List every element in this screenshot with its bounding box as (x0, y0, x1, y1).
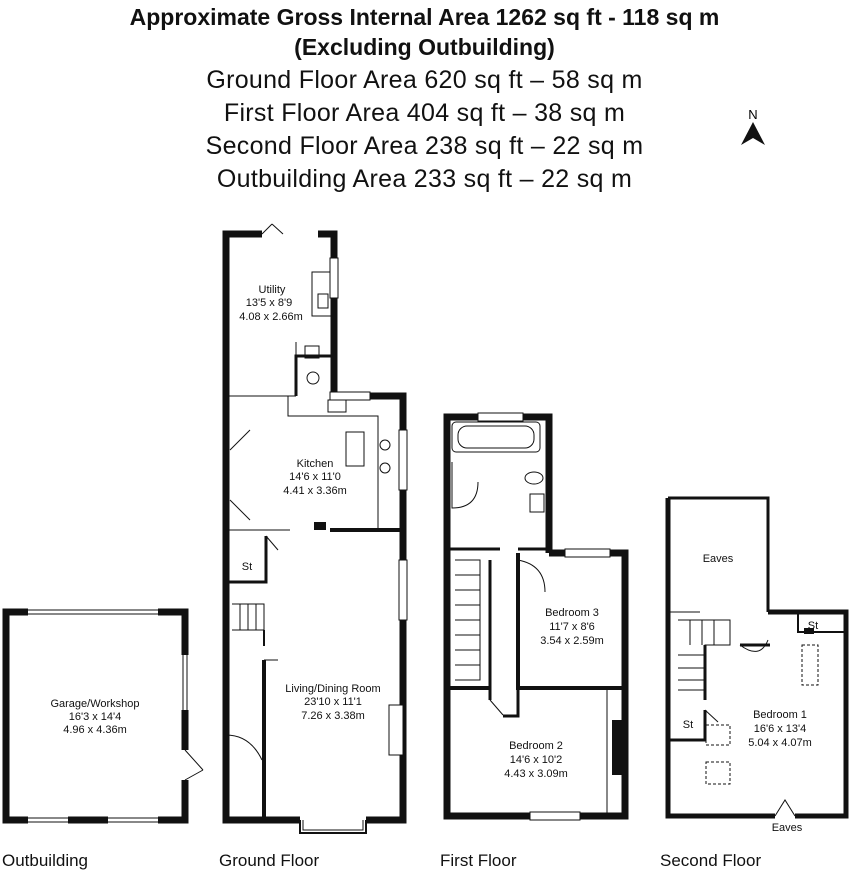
bedroom3-imperial: 11'7 x 8'6 (549, 621, 595, 633)
bedroom1-imperial: 16'6 x 13'4 (753, 723, 807, 735)
utility-name: Utility (258, 284, 286, 296)
garage-metric: 4.96 x 4.36m (63, 724, 127, 736)
garage-imperial: 16'3 x 14'4 (68, 711, 122, 723)
north-arrow-icon (741, 107, 765, 145)
second-floor-area: Second Floor Area 238 sq ft – 22 sq m (205, 132, 644, 160)
second-floor-caption: Second Floor (660, 851, 762, 870)
bedroom2-name: Bedroom 2 (509, 740, 563, 752)
ground-store-label: St (241, 561, 253, 573)
living-metric: 7.26 x 3.38m (301, 710, 365, 722)
north-label: N (748, 107, 758, 122)
utility-metric: 4.08 x 2.66m (239, 311, 303, 323)
garage-name: Garage/Workshop (50, 698, 140, 710)
ground-floor-area: Ground Floor Area 620 sq ft – 58 sq m (206, 66, 643, 94)
kitchen-name: Kitchen (296, 458, 334, 470)
outbuilding-area: Outbuilding Area 233 sq ft – 22 sq m (216, 165, 633, 193)
eaves-top-label: Eaves (702, 553, 734, 565)
kitchen-imperial: 14'6 x 11'0 (289, 471, 341, 483)
bedroom1-metric: 5.04 x 4.07m (748, 737, 812, 749)
kitchen-metric: 4.41 x 3.36m (283, 485, 347, 497)
bedroom1-name: Bedroom 1 (753, 709, 807, 721)
utility-imperial: 13'5 x 8'9 (245, 297, 293, 309)
bedroom3-name: Bedroom 3 (545, 607, 599, 619)
ground-floor-caption: Ground Floor (219, 851, 320, 870)
second-floor-plan (668, 498, 846, 816)
eaves-bottom-label: Eaves (771, 822, 803, 834)
bedroom2-imperial: 14'6 x 10'2 (509, 754, 563, 766)
area-title: Approximate Gross Internal Area 1262 sq ft - 118 sq m (129, 4, 720, 30)
outbuilding-caption: Outbuilding (2, 851, 89, 870)
bedroom2-metric: 4.43 x 3.09m (504, 768, 568, 780)
first-floor-area: First Floor Area 404 sq ft – 38 sq m (223, 99, 626, 127)
second-store2-label: St (682, 719, 694, 731)
second-store1-label: St (807, 620, 819, 632)
bedroom3-metric: 3.54 x 2.59m (540, 635, 604, 647)
first-floor-caption: First Floor (440, 851, 517, 870)
area-subtitle: (Excluding Outbuilding) (294, 34, 555, 60)
living-imperial: 23'10 x 11'1 (304, 696, 362, 708)
living-name: Living/Dining Room (285, 683, 381, 695)
